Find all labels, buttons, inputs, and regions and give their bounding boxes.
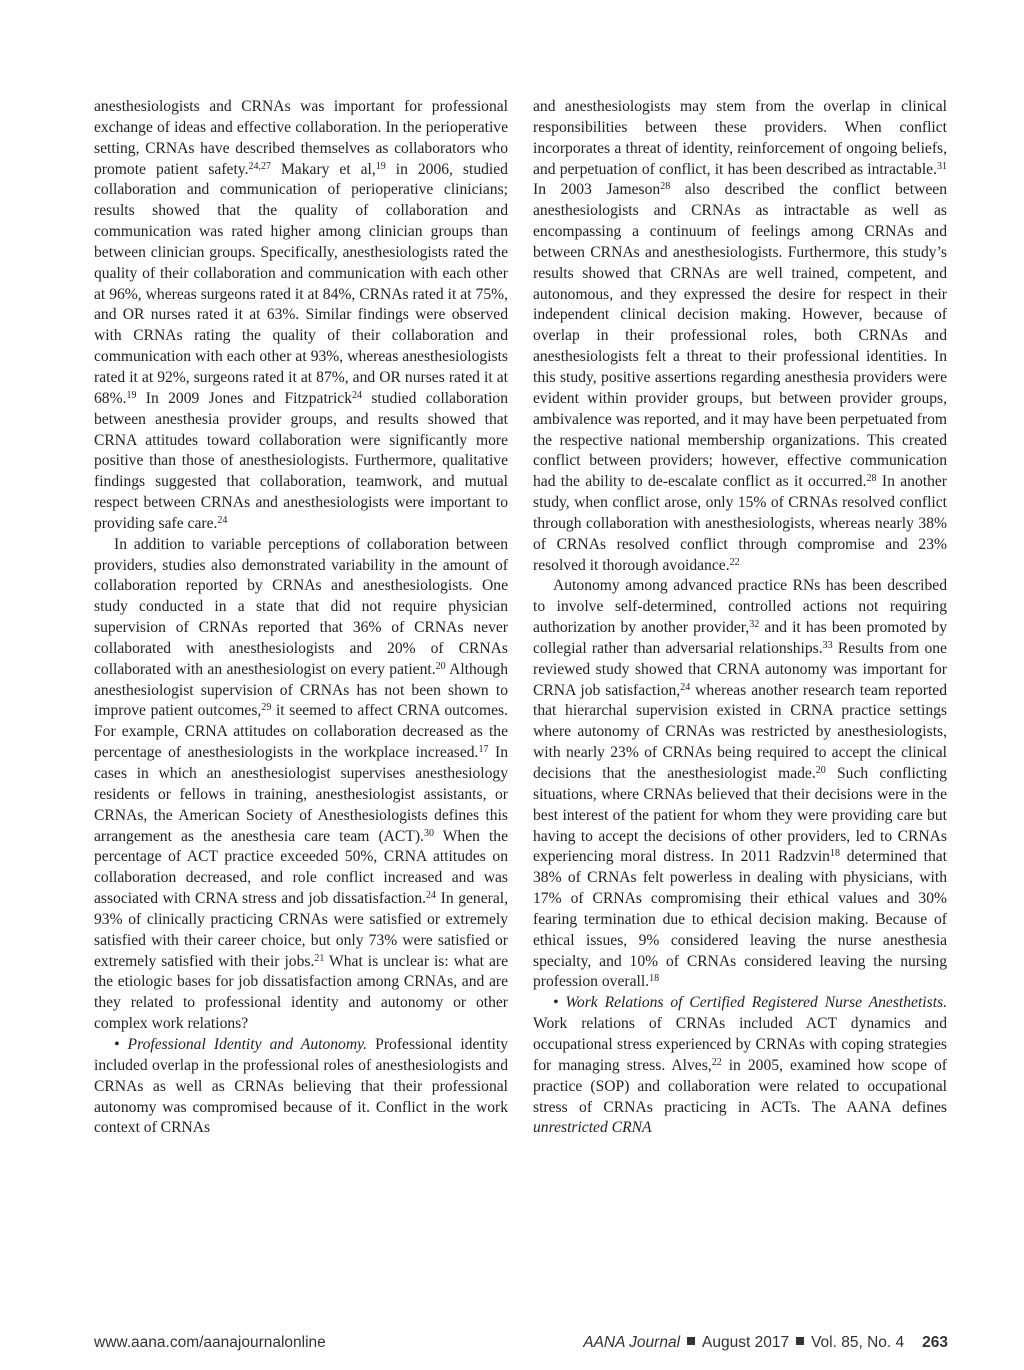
left-column [94,97,508,1139]
issue-date: August 2017 [702,1334,790,1351]
volume-issue: Vol. 85, No. 4 [811,1334,905,1351]
citation-ref: 18 [829,848,840,860]
citation-ref: 22 [711,1056,722,1068]
citation-ref: 18 [649,973,660,985]
citation-ref: 31 [937,160,947,172]
text-run: Work relations of CRNAs included ACT dynamics and occupational stress experienced by CRNAs with coping strategies for managing stress. Alves, [533,1015,947,1074]
citation-ref: 17 [478,744,489,756]
text-run: it seemed to affect CRNA outcomes. For example, CRNA attitudes on collaboration decreased as the percentage of anesthesiologists in the workplace increased. [94,702,508,762]
text-run: anesthesiologists and CRNAs was important for professional exchange of ideas and effective collaboration. In the perioperative setting, CRNAs have described themselves as collaborators who promote patient safety. [94,98,508,178]
right-paragraph-2 [533,576,947,993]
text-run: In 2003 Jameson [533,181,661,199]
square-bullet-icon [796,1337,804,1345]
section-heading: • Professional Identity and Autonomy. [114,1035,368,1053]
left-paragraph-1 [94,97,508,535]
text-run: When the percentage of ACT practice exceeded 50%, CRNA attitudes on collaboration decreased, and role conflict increased and was associated with CRNA stress and job dissatisfaction. [94,827,508,908]
left-paragraph-3 [94,1035,508,1139]
text-run: Makary et al, [270,160,376,178]
citation-ref: 28 [866,473,877,485]
text-run: Autonomy among advanced practice RNs has been described to involve self-determined, controlled actions not requiring authorization by another provider, [533,577,947,637]
citation-ref: 22 [729,556,740,568]
page-number: 263 [922,1334,948,1351]
citation-ref: 24 [680,681,691,693]
italic-term: unrestricted CRNA [533,1119,652,1137]
text-run: and anesthesiologists may stem from the overlap in clinical responsibilities between these providers. When conflict incorporates a threat of identity, reinforcement of ongoing beliefs, and perpetuation of conflict, it has been described as intractable. [533,98,947,178]
page-footer [94,1334,948,1356]
text-run: and it has been promoted by collegial rather than adversarial relationships. [533,619,947,657]
right-paragraph-1 [533,97,947,576]
text-run: What is unclear is: what are the etiologic bases for job dissatisfaction among CRNAs, and are they related to professional identity and autonomy or other complex work relations? [94,952,508,1033]
citation-ref: 20 [435,660,446,672]
text-run: In general, 93% of clinically practicing CRNAs were satisfied or extremely satisfied with their career choice, but only 73% were satisfied or extremely satisfied with their jobs. [94,890,508,970]
citation-ref: 24 [352,389,363,401]
section-heading: • Work Relations of Certified Registered Nurse Anesthetists. [553,994,947,1012]
text-run: studied collaboration between anesthesia provider groups, and results showed that CRNA attitudes toward collaboration were significantly more positive than those of anesthesiologists. Furthermore, qualitative findings suggested that collaboration, teamwork, and mutual respect between CRNAs and anesthesiologists were important to providing safe care. [94,389,509,532]
text-run: also described the conflict between anesthesiologists and CRNAs as intractable as well as encompassing a continuum of feelings among CRNAs and between CRNAs and anesthesiologists. Furthermore, this study’s results showed that CRNAs are well trained, competent, and autonomous, and they expressed the desire for respect in their independent clinical decision making. However, because of overlap in their professional roles, both CRNAs and anesthesiologists felt a threat to their professional identities. In this study, positive assertions regarding anesthesia providers were evident within provider groups, but between provider groups, ambivalence was reported, and it may have been perpetuated from the respective national membership organizations. This created conflict between providers; however, effective communication had the ability to de-escalate conflict as it occurred. [533,181,947,491]
text-run: in 2006, studied collaboration and communication of perioperative clinicians; results showed that the quality of collaboration and communication was rated higher among clinician groups than between clinician groups. Specifically, anesthesiologists rated the quality of their collaboration and communication with each other at 96%, whereas surgeons rated it at 84%, CRNAs rated it at 75%, and OR nurses rated it at 63%. Similar findings were observed with CRNAs rating the quality of their collaboration and communication with each other at 93%, whereas anesthesiologists rated it at 92%, surgeons rated it at 87%, and OR nurses rated it at 68%. [94,160,508,407]
text-run: Such conflicting situations, where CRNAs believed that their decisions were in the best interest of the patient for whom they were providing care but having to accept the decisions of other providers, led to CRNAs experiencing moral distress. In 2011 Radzvin [533,765,947,866]
journal-citation [583,1334,948,1352]
journal-name: AANA Journal [583,1334,681,1351]
right-paragraph-3 [533,993,947,1139]
text-run: In another study, when conflict arose, only 15% of CRNAs resolved conflict through collaboration with anesthesiologists, whereas nearly 38% of CRNAs resolved conflict through compromise and 23% resolved it thorough avoidance. [533,473,947,574]
text-run: whereas another research team reported that hierarchal supervision existed in CRNA practice settings where autonomy of CRNAs was restricted by anesthesiologists, with nearly 23% of CRNAs being required to accept the clinical decisions that the anesthesiologist made. [533,681,948,782]
citation-ref: 24,27 [248,160,271,172]
citation-ref: 28 [660,181,671,193]
citation-ref: 30 [423,827,434,839]
right-column [533,97,947,1139]
citation-ref: 24 [217,514,228,526]
citation-ref: 21 [314,952,325,964]
left-paragraph-2 [94,535,508,1035]
text-run: determined that 38% of CRNAs felt powerless in dealing with physicians, with 17% of CRNAs compromising their ethical values and 30% fearing termination due to ethical decision making. Because of ethical issues, 9% considered leaving the nurse anesthesia specialty, and 10% of CRNAs considered leaving the nursing profession overall. [533,848,947,991]
text-run: In cases in which an anesthesiologist supervises anesthesiology residents or fellows in training, anesthesiologist assistants, or CRNAs, the American Society of Anesthesiologists defines this arrangement as the anesthesia care team (ACT). [94,744,509,845]
citation-ref: 19 [375,160,386,172]
journal-url[interactable]: www.aana.com/aanajournalonline [94,1334,326,1351]
citation-ref: 29 [261,702,272,714]
citation-ref: 33 [822,639,833,651]
text-run: In addition to variable perceptions of collaboration between providers, studies also demonstrated variability in the amount of collaboration reported by CRNAs and anesthesiologists. One study conducted in a state that did not require physician supervision of CRNAs reported that 36% of CRNAs never collaborated with anesthesiologists and 20% of CRNAs collaborated with an anesthesiologist on every patient. [94,535,508,678]
square-bullet-icon [687,1337,695,1345]
citation-ref: 19 [126,389,137,401]
text-run: Results from one reviewed study showed that CRNA autonomy was important for CRNA job satisfaction, [533,639,947,699]
text-run: Although anesthesiologist supervision of CRNAs has not been shown to improve patient outcomes, [94,660,508,720]
text-run: in 2005, examined how scope of practice (SOP) and collaboration were related to occupational stress of CRNAs practicing in ACTs. The AANA defines [533,1056,947,1116]
text-run: In 2009 Jones and Fitzpatrick [136,389,353,407]
text-run: Professional identity included overlap in the professional roles of anesthesiologists and CRNAs as well as CRNAs believing that their professional autonomy was compromised because of it. Conflict in the work context of CRNAs [94,1035,508,1137]
citation-ref: 24 [426,890,437,902]
citation-ref: 20 [815,765,826,776]
citation-ref: 32 [749,619,760,631]
